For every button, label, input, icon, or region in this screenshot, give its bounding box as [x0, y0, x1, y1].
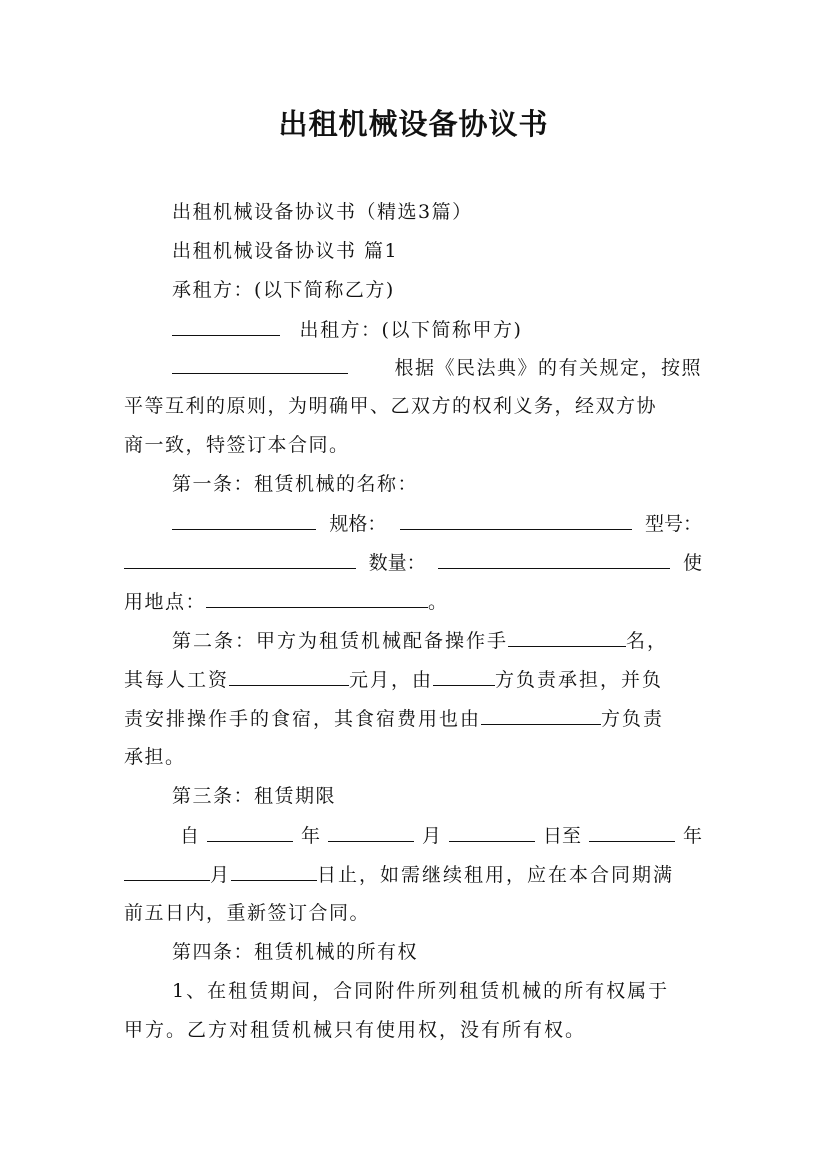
lodging-party-blank	[481, 705, 601, 725]
use-location-label: 用地点：	[124, 591, 207, 613]
article3-date-line-1	[180, 822, 702, 849]
lodging-responsibility: 方负责	[601, 708, 665, 730]
preamble-text-1: 根据《民法典》的有关规定，按照	[394, 357, 702, 379]
start-month-blank	[328, 822, 414, 842]
start-year-blank	[207, 822, 293, 842]
subtitle: 出租机械设备协议书（精选3篇）	[172, 201, 473, 223]
article4-item1-line-1: 1、在租赁期间，合同附件所列租赁机械的所有权属于	[172, 980, 670, 1002]
preamble-line-3: 商一致，特签订本合同。	[124, 434, 350, 456]
quantity-label: 数量：	[368, 552, 426, 574]
wage-party-blank	[433, 666, 495, 686]
from-label: 自	[180, 825, 200, 847]
article2-line-3	[124, 705, 664, 732]
use-label: 使	[682, 552, 702, 574]
lessee-name-blank	[172, 316, 280, 336]
article3-line-3: 前五日内，重新签订合同。	[124, 902, 371, 924]
lodging-text: 责安排操作手的食宿，其食宿费用也由	[124, 708, 482, 730]
preamble-line-2: 平等互利的原则，为明确甲、乙双方的权利义务，经双方协	[124, 395, 658, 417]
end-month-label: 月	[210, 864, 232, 886]
end-year-label: 年	[682, 825, 702, 847]
spec-blank	[400, 510, 632, 530]
lessor-name-blank	[172, 354, 348, 374]
operator-count-blank	[508, 627, 626, 647]
month-label: 月	[421, 825, 441, 847]
wage-blank	[229, 666, 349, 686]
article1-spec-line	[172, 510, 702, 537]
equipment-name-blank	[172, 510, 316, 530]
article2-heading: 第二条：甲方为租赁机械配备操作手	[172, 630, 509, 652]
end-year-blank	[589, 822, 675, 842]
wage-label: 其每人工资	[124, 669, 230, 691]
article2-unit: 名，	[626, 630, 669, 652]
model-label: 型号：	[644, 513, 702, 535]
article4-heading: 第四条：租赁机械的所有权	[172, 941, 419, 963]
article4-item1-line-2: 甲方。乙方对租赁机械只有使用权，没有所有权。	[124, 1019, 587, 1041]
end-day-text: 日止，如需继续租用，应在本合同期满	[317, 864, 675, 886]
article2-line-1	[172, 627, 668, 654]
article1-location-line	[124, 588, 449, 615]
lessor-label: 出租方：(以下简称甲方)	[299, 319, 523, 341]
wage-unit: 元月，由	[349, 669, 434, 691]
article3-heading: 第三条：租赁期限	[172, 785, 337, 807]
location-end-mark: 。	[428, 591, 449, 613]
preamble-line-1	[172, 354, 702, 381]
spec-label: 规格：	[329, 513, 387, 535]
article1-heading: 第一条：租赁机械的名称：	[172, 473, 419, 495]
day-to-label: 日至	[542, 825, 581, 847]
document-title: 出租机械设备协议书	[278, 107, 549, 141]
lessor-line	[172, 316, 522, 343]
model-blank	[124, 549, 356, 569]
year-label: 年	[300, 825, 320, 847]
section-heading: 出租机械设备协议书 篇1	[172, 240, 399, 262]
use-location-blank	[206, 588, 428, 608]
article2-line-2	[124, 666, 663, 693]
end-month-blank	[124, 861, 210, 881]
quantity-blank	[438, 549, 670, 569]
start-day-blank	[449, 822, 535, 842]
article3-date-line-2	[124, 861, 674, 888]
lessee-label: 承租方：(以下简称乙方)	[172, 279, 395, 301]
wage-responsibility: 方负责承担，并负	[495, 669, 664, 691]
end-day-blank	[231, 861, 317, 881]
article1-quantity-line	[124, 549, 702, 576]
article2-line-4: 承担。	[124, 746, 186, 768]
